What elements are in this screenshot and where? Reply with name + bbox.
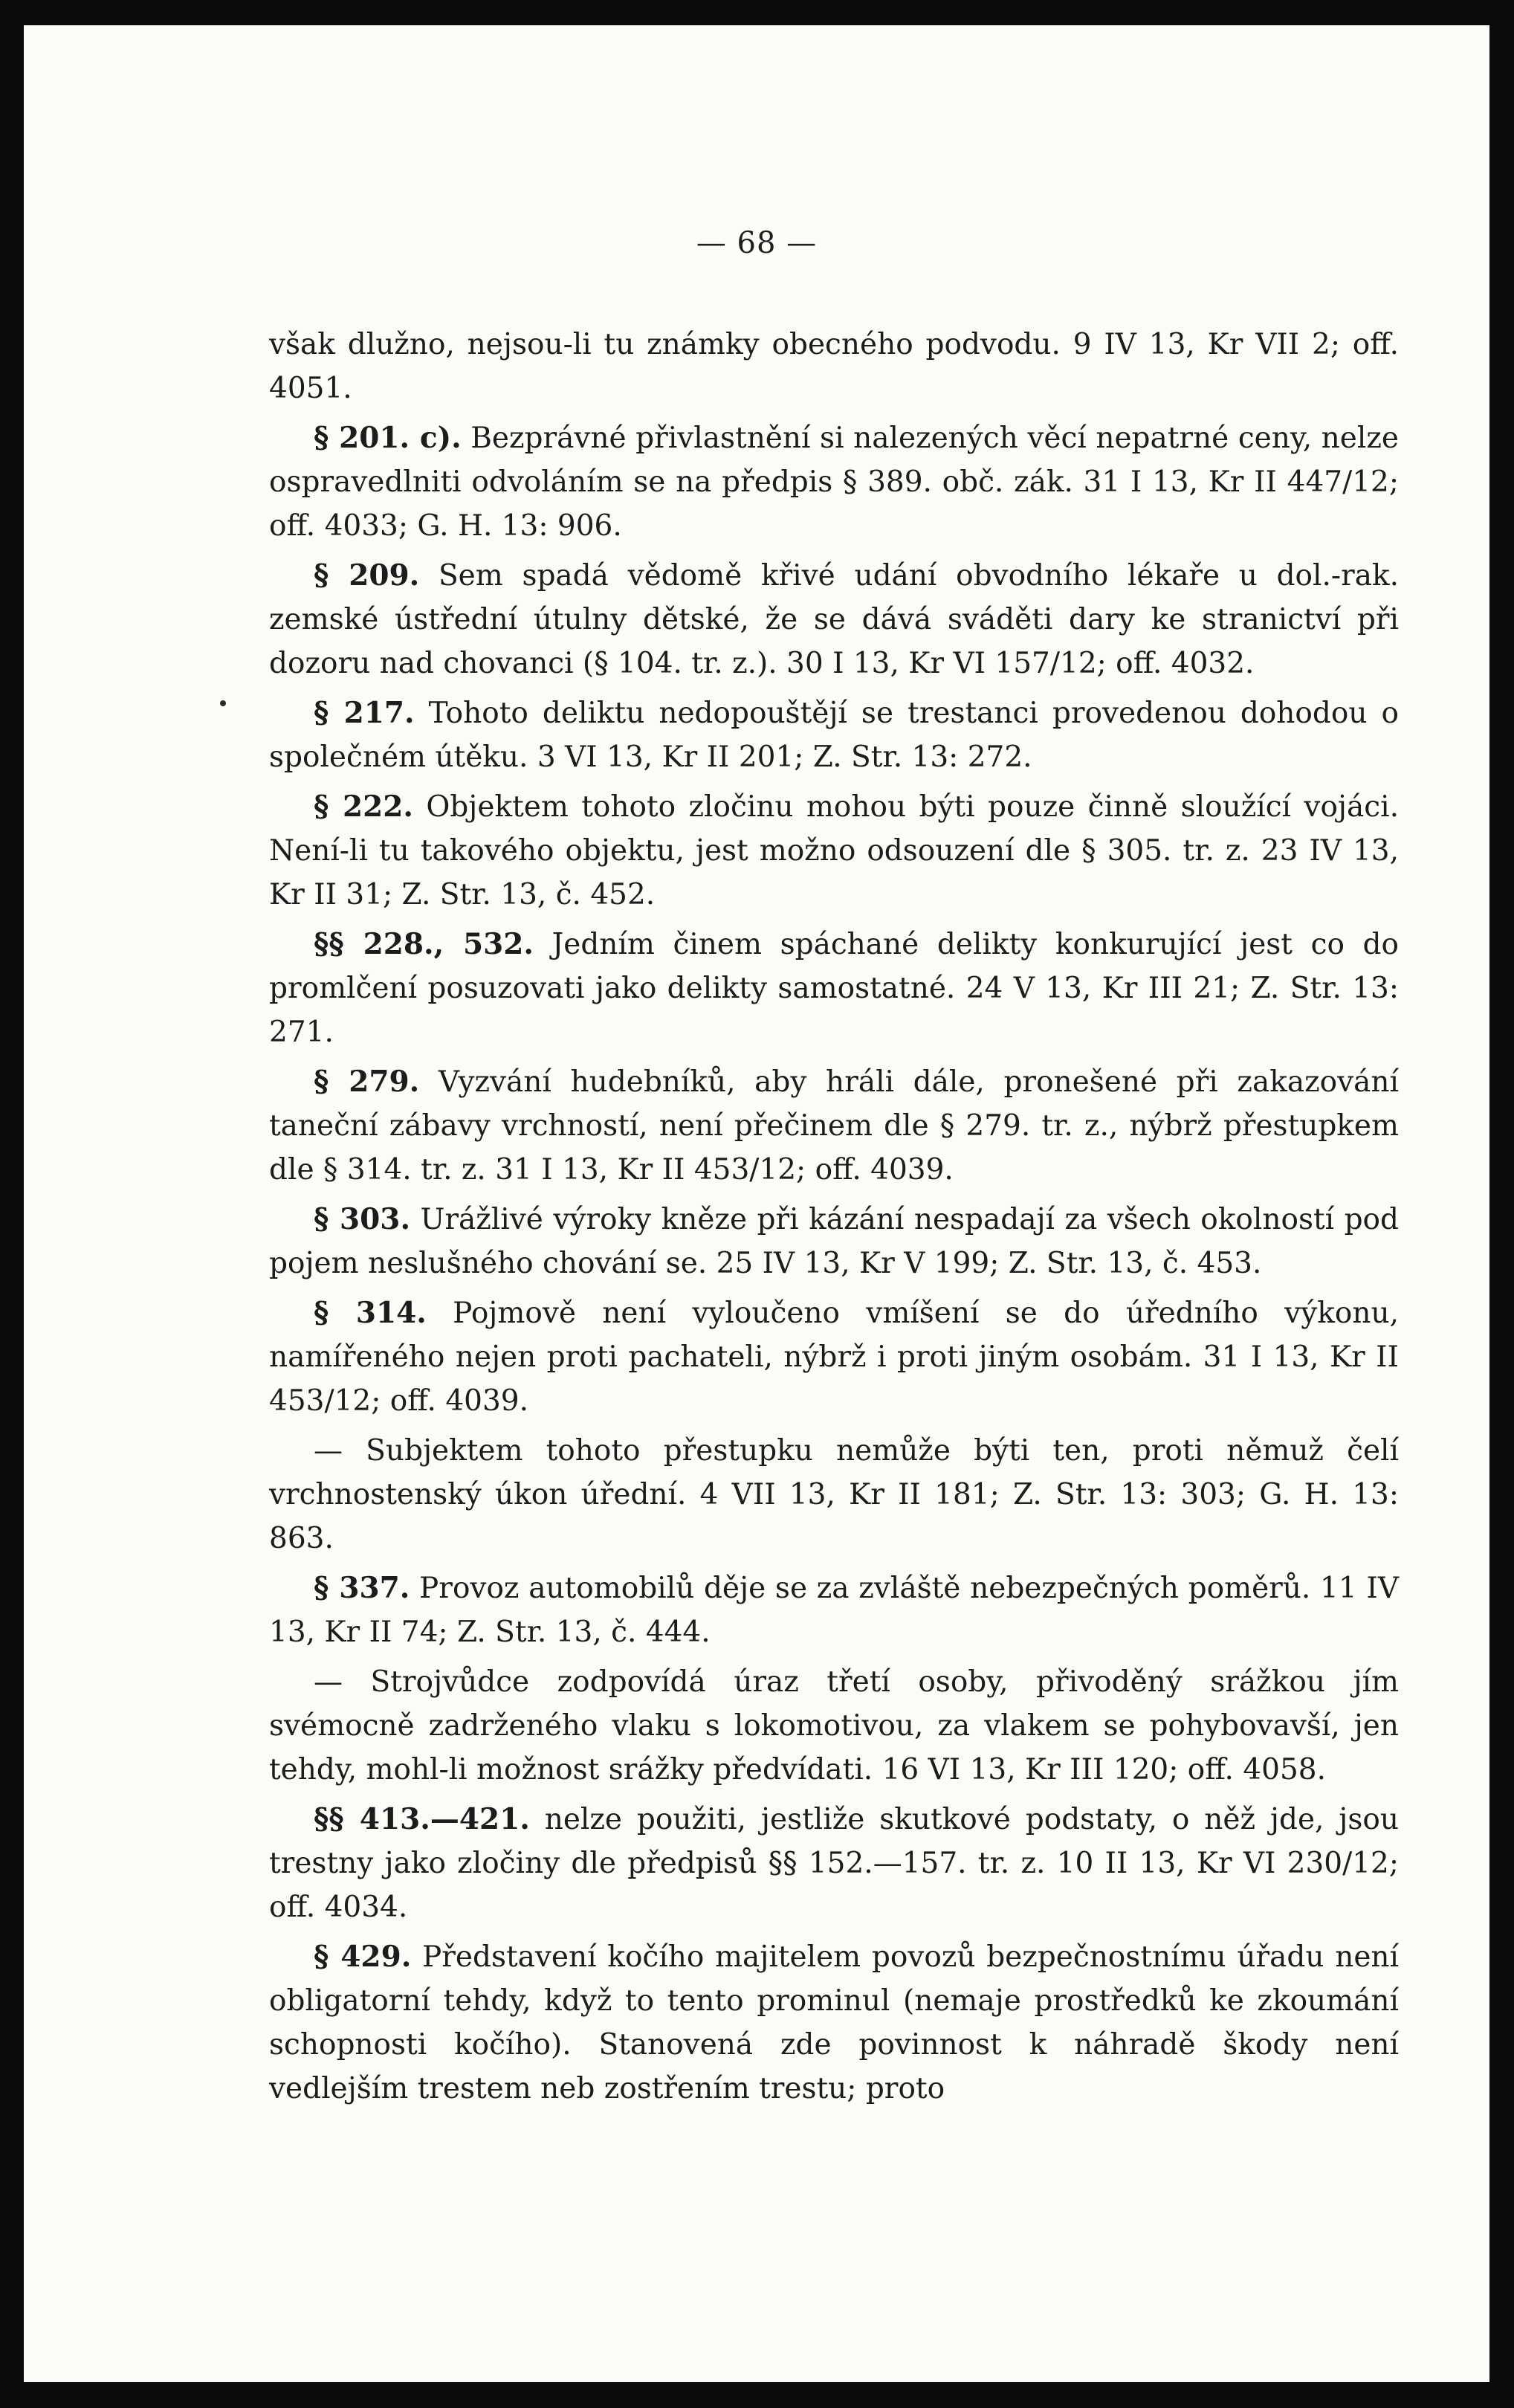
section-heading: § 209. (314, 558, 420, 593)
paragraph-text: však dlužno, nejsou-li tu známky obecného podvodu. 9 IV 13, Kr VII 2; off. 4051. (269, 328, 1399, 405)
paragraph (269, 785, 1399, 917)
paragraph (269, 1198, 1399, 1285)
paragraph-text: nelze použiti, jestliže skutkové podstaty, o něž jde, jsou trestny jako zločiny dle předpisů §§ 152.—157. tr. z. 10 II 13, Kr VI 230/12; off. 4034. (269, 1803, 1399, 1924)
paragraph-text: — Strojvůdce zodpovídá úraz třetí osoby, přivoděný srážkou jím svémocně zadrženého vlaku s lokomotivou, za vlakem se pohybovavší, jen tehdy, mohl-li možnost srážky předvídati. 16 VI 13, Kr III 120; off. 4058. (269, 1665, 1399, 1786)
section-heading: § 279. (314, 1065, 420, 1099)
paragraph-text: Jedním činem spáchané delikty konkurující jest co do promlčení posuzovati jako delikty samostatné. 24 V 13, Kr III 21; Z. Str. 13: 271. (269, 928, 1399, 1049)
paragraph-text: Vyzvání hudebníků, aby hráli dále, pronešené při zakazování taneční zábavy vrchností, není přečinem dle § 279. tr. z., nýbrž přestupkem dle § 314. tr. z. 31 I 13, Kr II 453/12; off. 4039. (269, 1065, 1399, 1187)
section-heading: § 217. (314, 696, 415, 730)
paragraph (269, 1060, 1399, 1192)
paragraph (269, 554, 1399, 685)
paragraph (269, 1429, 1399, 1560)
paragraph (269, 1798, 1399, 1929)
paragraph (269, 691, 1399, 779)
section-heading: § 314. (314, 1296, 427, 1330)
section-heading: § 429. (314, 1940, 412, 1974)
section-heading: § 337. (314, 1571, 410, 1605)
section-heading: § 222. (314, 790, 413, 824)
paragraph-text: Provoz automobilů děje se za zvláště nebezpečných poměrů. 11 IV 13, Kr II 74; Z. Str. 13, č. 444. (269, 1572, 1399, 1649)
paragraph-text: Představení kočího majitelem povozů bezpečnostnímu úřadu není obligatorní tehdy, když to tento prominul (nemaje prostředků ke zkoumání schopnosti kočího). Stanovená zde povinnost k náhradě škody není vedlejším trestem neb zostřením trestu; proto (269, 1940, 1399, 2105)
paragraph-text: Bezprávné přivlastnění si nalezených věcí nepatrné ceny, nelze ospravedlniti odvoláním se na předpis § 389. obč. zák. 31 I 13, Kr II 447/12; off. 4033; G. H. 13: 906. (269, 422, 1399, 543)
margin-mark (220, 700, 226, 706)
paragraph-text: Urážlivé výroky kněze při kázání nespadají za všech okolností pod pojem neslušného chování se. 25 IV 13, Kr V 199; Z. Str. 13, č. 453. (269, 1203, 1399, 1280)
book-page (24, 25, 1489, 2382)
section-heading: § 201. c). (314, 421, 462, 455)
section-heading: §§ 228., 532. (314, 927, 534, 961)
paragraph-text: Objektem tohoto zločinu mohou býti pouze činně sloužící vojáci. Není-li tu takového objektu, jest možno odsouzení dle § 305. tr. z. 23 IV 13, Kr II 31; Z. Str. 13, č. 452. (269, 790, 1399, 911)
paragraph (269, 416, 1399, 548)
page-number: — 68 — (696, 226, 818, 260)
paragraph (269, 1566, 1399, 1654)
section-heading: § 303. (314, 1202, 411, 1236)
section-heading: §§ 413.—421. (314, 1802, 530, 1836)
paragraph (269, 1935, 1399, 2111)
paragraph (269, 923, 1399, 1054)
paragraph (269, 1291, 1399, 1423)
page-body (269, 323, 1399, 2117)
paragraph-text: Sem spadá vědomě křivé udání obvodního lékaře u dol.-rak. zemské ústřední útulny dětské, že se dává sváděti dary ke stranictví při dozoru nad chovanci (§ 104. tr. z.). 30 I 13, Kr VI 157/12; off. 4032. (269, 559, 1399, 680)
paragraph (269, 1660, 1399, 1792)
paragraph (269, 323, 1399, 410)
paragraph-text: — Subjektem tohoto přestupku nemůže býti ten, proti němuž čelí vrchnostenský úkon úřední. 4 VII 13, Kr II 181; Z. Str. 13: 303; G. H. 13: 863. (269, 1434, 1399, 1555)
paragraph-text: Tohoto deliktu nedopouštějí se trestanci provedenou dohodou o společném útěku. 3 VI 13, Kr II 201; Z. Str. 13: 272. (269, 697, 1399, 774)
paragraph-text: Pojmově není vyloučeno vmíšení se do úředního výkonu, namířeného nejen proti pachateli, nýbrž i proti jiným osobám. 31 I 13, Kr II 453/12; off. 4039. (269, 1297, 1399, 1418)
